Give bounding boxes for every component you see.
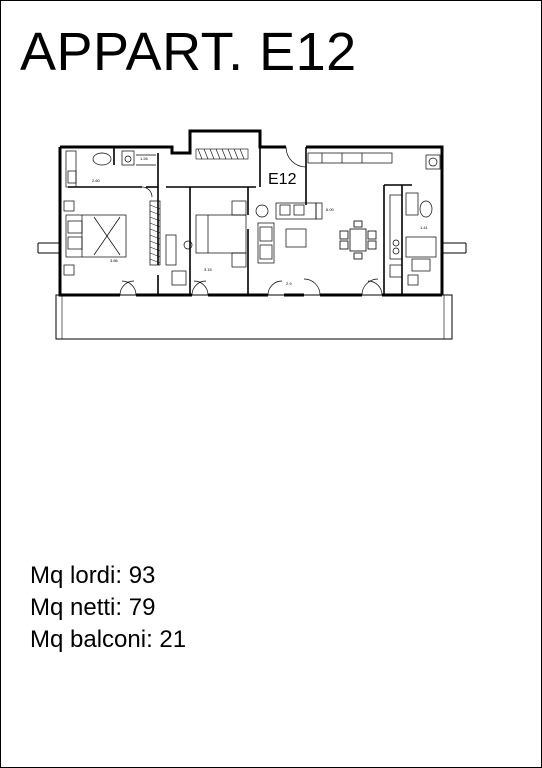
second-bedroom	[166, 201, 246, 285]
dim-label-4: 3.86	[110, 258, 118, 263]
area-label: Mq lordi:	[30, 562, 129, 589]
balcony-outline	[56, 295, 452, 339]
floor-plan-drawing	[32, 125, 472, 345]
area-summary	[30, 560, 186, 656]
kitchen	[390, 193, 436, 285]
dim-label-3: 1.41	[420, 225, 428, 230]
door-swings	[120, 147, 382, 295]
dim-label-1: 1.26	[140, 156, 148, 161]
dining-table	[340, 221, 376, 259]
floor-plan	[32, 125, 472, 345]
area-value: 21	[159, 626, 187, 653]
unit-label: E12	[268, 171, 297, 188]
area-row-gross	[30, 560, 186, 592]
area-row-balconies	[30, 624, 186, 656]
dim-label-6: 6.00	[326, 207, 334, 212]
area-row-net	[30, 592, 186, 624]
master-bedroom	[64, 201, 160, 275]
dim-label-2: 2.60	[92, 178, 100, 183]
dim-label-5: 3.15	[204, 267, 212, 272]
dim-label-7: 2.9	[286, 281, 292, 286]
area-label: Mq netti:	[30, 594, 129, 621]
area-value: 93	[128, 562, 156, 589]
page-title: APPART. E12	[20, 22, 357, 82]
closet-top	[196, 149, 248, 159]
area-label: Mq balconi:	[30, 626, 160, 653]
area-value: 79	[128, 594, 156, 621]
